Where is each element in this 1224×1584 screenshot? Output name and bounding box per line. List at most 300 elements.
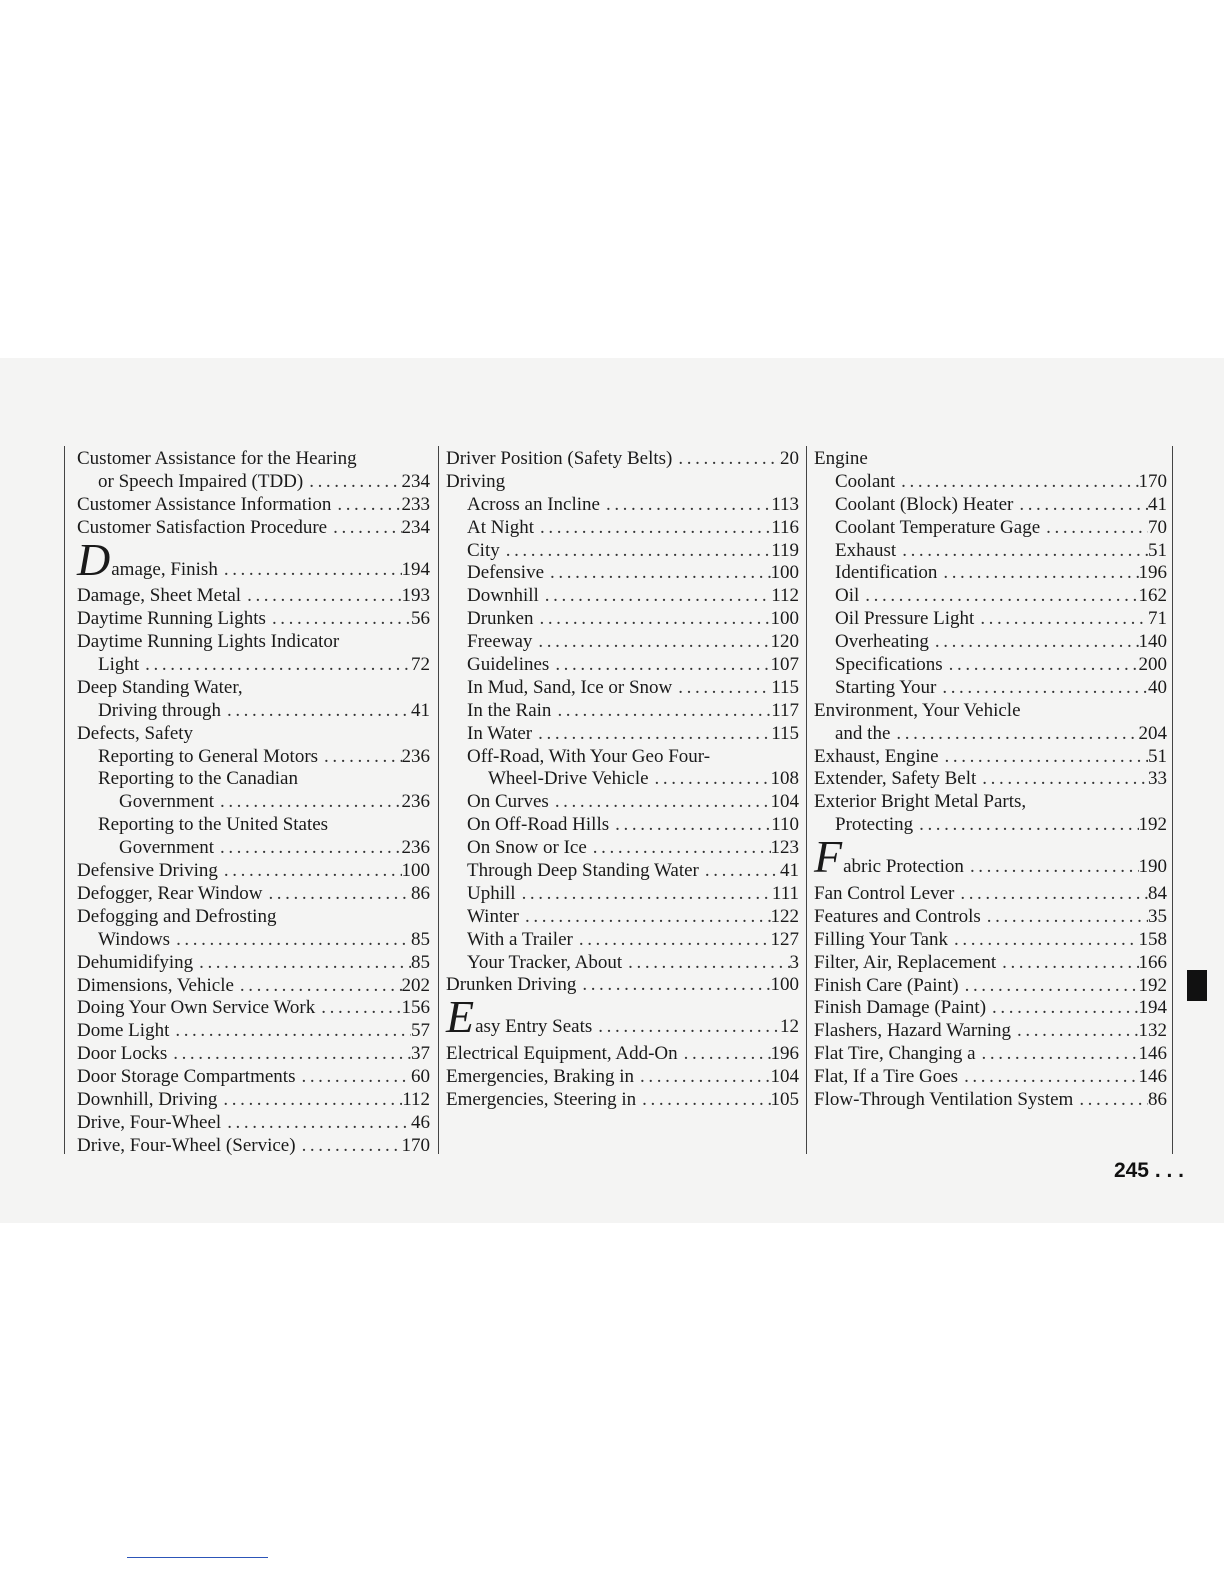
leader-dots [1011,1020,1138,1043]
index-entry [446,471,799,494]
index-entry [77,814,430,837]
index-entry [77,837,430,860]
leader-dots [895,471,1138,494]
entry-text: Protecting [835,814,914,836]
section-initial-letter: D [77,533,111,585]
entry-text: Emergencies, Steering in [446,1088,637,1110]
index-entry [446,883,799,906]
entry-text: Reporting to the Canadian [98,768,298,790]
bottom-divider [127,1557,268,1558]
leader-dots [214,837,402,860]
entry-page-number: 233 [401,493,430,515]
entry-text: Defensive Driving [77,860,218,882]
entry-page-number: 234 [401,470,430,492]
section-initial-letter: F [814,831,843,883]
entry-page-number: 72 [411,654,430,676]
leader-dots [500,540,771,563]
index-entry [77,906,430,929]
entry-text: Filling Your Tank [814,928,948,950]
leader-dots [516,883,772,906]
index-entry [814,517,1167,540]
entry-page-number: 192 [1138,974,1167,996]
leader-dots [519,906,771,929]
leader-dots [551,700,771,723]
leader-dots [890,723,1138,746]
index-entry [77,654,430,677]
index-entry [446,700,799,723]
entry-page-number: 236 [401,745,430,767]
leader-dots [678,1043,771,1066]
leader-dots [221,1112,411,1135]
leader-dots [937,562,1138,585]
entry-page-number: 120 [770,631,799,653]
leader-dots [315,997,401,1020]
index-entry [814,883,1167,906]
entry-page-number: 236 [401,791,430,813]
leader-dots [1073,1089,1148,1112]
entry-text: Specifications [835,654,943,676]
entry-page-number: 194 [1138,997,1167,1019]
leader-dots [262,883,411,906]
leader-dots [634,1066,770,1089]
leader-dots [672,448,780,471]
entry-text: Dehumidifying [77,951,194,973]
column-rule-middle-1 [438,446,439,1154]
entry-page-number: 119 [771,539,799,561]
index-entry [446,448,799,471]
index-entry [446,991,799,1043]
entry-text: Environment, Your Vehicle [814,699,1021,721]
entry-page-number: 56 [411,608,430,630]
index-entry [814,608,1167,631]
entry-text: Fan Control Lever [814,882,955,904]
leader-dots [1040,517,1148,540]
entry-page-number: 166 [1138,951,1167,973]
entry-text: Windows [98,928,171,950]
entry-page-number: 236 [401,837,430,859]
index-entry [77,1066,430,1089]
entry-page-number: 71 [1148,608,1167,630]
entry-page-number: 86 [1148,1088,1167,1110]
entry-page-number: 234 [401,516,430,538]
index-entry [446,814,799,837]
column-rule-middle-2 [806,446,807,1154]
entry-page-number: 33 [1148,768,1167,790]
entry-text: Daytime Running Lights [77,608,266,630]
index-entry [814,585,1167,608]
entry-page-number: 192 [1138,814,1167,836]
entry-text: Flat Tire, Changing a [814,1043,976,1065]
entry-page-number: 204 [1138,722,1167,744]
index-entry [814,562,1167,585]
entry-page-number: 170 [401,1134,430,1156]
entry-page-number: 41 [780,860,799,882]
index-entry [814,540,1167,563]
entry-text: Coolant [835,470,896,492]
entry-text: Electrical Equipment, Add-On [446,1043,678,1065]
index-entry [446,906,799,929]
leader-dots [549,791,771,814]
index-entry [77,1043,430,1066]
index-entry [814,700,1167,723]
entry-page-number: 104 [770,1066,799,1088]
leader-dots [318,746,401,769]
index-entry [446,540,799,563]
leader-dots [974,608,1148,631]
entry-text: Customer Assistance Information [77,493,332,515]
leader-dots [954,883,1148,906]
entry-text: Features and Controls [814,905,981,927]
index-entry [814,654,1167,677]
index-entry [446,837,799,860]
entry-text: Coolant Temperature Gage [835,516,1041,538]
entry-text: Filter, Air, Replacement [814,951,997,973]
index-entry [446,929,799,952]
leader-dots [943,654,1139,677]
entry-page-number: 100 [401,860,430,882]
entry-text: Damage, Sheet Metal [77,585,242,607]
index-entry [77,997,430,1020]
leader-dots [976,768,1148,791]
leader-dots [327,517,401,540]
entry-text: Flow-Through Ventilation System [814,1088,1074,1110]
entry-page-number: 193 [401,585,430,607]
leader-dots [331,494,401,517]
entry-page-number: 3 [789,951,799,973]
entry-text: amage, Finish [111,558,218,580]
entry-text: Defogging and Defrosting [77,905,277,927]
index-entry [814,814,1167,837]
entry-text: Customer Assistance for the Hearing [77,448,357,469]
index-entry [814,448,1167,471]
leader-dots [218,860,402,883]
index-entry [77,608,430,631]
leader-dots [549,654,770,677]
leader-dots [929,631,1139,654]
page-number: 245 . . . [1113,1159,1184,1182]
index-entry [77,975,430,998]
leader-dots [587,837,771,860]
leader-dots [649,768,771,791]
index-entry [446,608,799,631]
entry-text: Drunken [467,608,534,630]
entry-text: Government [119,791,214,813]
leader-dots [221,700,411,723]
leader-dots [986,997,1138,1020]
entry-text: Your Tracker, About [467,951,623,973]
index-entry [446,654,799,677]
index-entry [446,768,799,791]
entry-text: Oil Pressure Light [835,608,975,630]
leader-dots [532,723,771,746]
entry-text: Downhill, Driving [77,1088,218,1110]
index-entry [446,1066,799,1089]
index-entry [814,494,1167,517]
entry-text: On Curves [467,791,549,813]
index-column-3 [814,448,1167,1112]
entry-text: Oil [835,585,860,607]
leader-dots [948,929,1139,952]
entry-page-number: 132 [1138,1020,1167,1042]
index-entry [77,952,430,975]
index-entry [814,471,1167,494]
leader-dots [534,517,771,540]
leader-dots [532,631,770,654]
entry-text: Exterior Bright Metal Parts, [814,791,1027,813]
section-tab-marker [1187,970,1207,1001]
leader-dots [939,746,1148,769]
index-entry [77,585,430,608]
entry-text: Daytime Running Lights Indicator [77,631,340,653]
entry-text: Driving [446,470,506,492]
entry-text: Light [98,654,140,676]
entry-page-number: 84 [1148,882,1167,904]
entry-page-number: 146 [1138,1043,1167,1065]
entry-page-number: 117 [771,699,799,721]
leader-dots [859,585,1138,608]
leader-dots [295,1066,411,1089]
entry-page-number: 140 [1138,631,1167,653]
leader-dots [958,1066,1138,1089]
entry-page-number: 162 [1138,585,1167,607]
entry-text: Freeway [467,631,533,653]
entry-text: Through Deep Standing Water [467,860,699,882]
entry-page-number: 110 [771,814,799,836]
leader-dots [699,860,780,883]
entry-page-number: 41 [1148,493,1167,515]
index-entry [77,533,430,586]
leader-dots [296,1135,402,1158]
entry-page-number: 115 [771,722,799,744]
entry-text: asy Entry Seats [475,1016,593,1038]
entry-text: Emergencies, Braking in [446,1066,635,1088]
entry-page-number: 196 [1138,562,1167,584]
entry-text: Drunken Driving [446,974,577,996]
leader-dots [672,677,771,700]
leader-dots [981,906,1148,929]
entry-page-number: 111 [771,882,799,904]
entry-text: Door Storage Compartments [77,1066,296,1088]
section-initial-letter: E [446,991,475,1043]
index-entry [77,1089,430,1112]
entry-page-number: 12 [780,1016,799,1038]
entry-text: Finish Damage (Paint) [814,997,987,1019]
leader-dots [959,975,1139,998]
index-entry [77,471,430,494]
entry-text: Driver Position (Safety Belts) [446,448,673,469]
entry-text: or Speech Impaired (TDD) [98,470,304,492]
leader-dots [913,814,1138,837]
index-entry [77,1135,430,1158]
index-entry [77,631,430,654]
entry-text: Dimensions, Vehicle [77,974,234,996]
entry-text: On Snow or Ice [467,837,587,859]
index-entry [814,746,1167,769]
entry-text: Government [119,837,214,859]
index-entry [446,952,799,975]
index-entry [77,791,430,814]
entry-text: In Water [467,722,533,744]
index-entry [814,929,1167,952]
leader-dots [1013,494,1148,517]
index-entry [446,562,799,585]
leader-dots [266,608,411,631]
entry-page-number: 127 [770,928,799,950]
entry-text: Guidelines [467,654,550,676]
index-entry [446,723,799,746]
index-entry [77,883,430,906]
entry-page-number: 112 [402,1088,430,1110]
index-entry [77,677,430,700]
index-entry [77,494,430,517]
entry-text: Off-Road, With Your Geo Four- [467,745,711,767]
entry-page-number: 156 [401,997,430,1019]
leader-dots [533,608,770,631]
leader-dots [167,1043,411,1066]
leader-dots [976,1043,1139,1066]
leader-dots [622,952,789,975]
entry-page-number: 40 [1148,676,1167,698]
entry-page-number: 35 [1148,905,1167,927]
entry-text: Uphill [467,882,516,904]
leader-dots [636,1089,770,1112]
entry-page-number: 20 [780,448,799,469]
entry-text: Drive, Four-Wheel (Service) [77,1134,296,1156]
entry-page-number: 146 [1138,1066,1167,1088]
entry-page-number: 51 [1148,539,1167,561]
entry-page-number: 57 [411,1020,430,1042]
entry-page-number: 105 [770,1088,799,1110]
index-entry [446,517,799,540]
index-entry [814,1020,1167,1043]
entry-page-number: 85 [411,928,430,950]
leader-dots [139,654,411,677]
entry-text: Customer Satisfaction Procedure [77,516,328,538]
leader-dots [169,1020,411,1043]
entry-text: Flat, If a Tire Goes [814,1066,959,1088]
entry-text: Identification [835,562,938,584]
leader-dots [996,952,1138,975]
index-entry [77,1020,430,1043]
index-entry [446,631,799,654]
index-entry [77,768,430,791]
entry-page-number: 46 [411,1111,430,1133]
leader-dots [234,975,402,998]
index-entry [814,791,1167,814]
index-entry [814,975,1167,998]
entry-text: Engine [814,448,868,469]
index-entry [77,1112,430,1135]
entry-page-number: 107 [770,654,799,676]
entry-page-number: 123 [770,837,799,859]
entry-text: Driving through [98,699,221,721]
index-entry [814,906,1167,929]
index-entry [814,1089,1167,1112]
entry-page-number: 190 [1138,856,1167,878]
entry-page-number: 70 [1148,516,1167,538]
index-entry [77,448,430,471]
entry-text: Coolant (Block) Heater [835,493,1014,515]
leader-dots [170,929,411,952]
index-entry [446,974,799,997]
entry-page-number: 115 [771,676,799,698]
entry-text: Door Locks [77,1043,168,1065]
entry-page-number: 51 [1148,745,1167,767]
entry-page-number: 194 [401,558,430,580]
entry-text: City [467,539,500,561]
entry-page-number: 100 [770,608,799,630]
index-entry [446,1089,799,1112]
entry-text: and the [835,722,891,744]
entry-page-number: 116 [771,516,799,538]
index-entry [814,768,1167,791]
entry-text: Drive, Four-Wheel [77,1111,222,1133]
entry-text: Defensive [467,562,545,584]
entry-page-number: 60 [411,1066,430,1088]
leader-dots [303,471,401,494]
leader-dots [609,814,771,837]
entry-text: With a Trailer [467,928,573,950]
entry-text: Flashers, Hazard Warning [814,1020,1012,1042]
index-entry [814,831,1167,883]
index-column-2 [446,448,799,1112]
entry-page-number: 200 [1138,654,1167,676]
entry-page-number: 113 [771,493,799,515]
leader-dots [241,585,401,608]
entry-text: Defects, Safety [77,722,194,744]
entry-text: Winter [467,905,519,927]
entry-page-number: 170 [1138,470,1167,492]
entry-page-number: 85 [411,951,430,973]
entry-page-number: 196 [770,1043,799,1065]
leader-dots [193,952,411,975]
entry-page-number: 100 [770,562,799,584]
entry-page-number: 158 [1138,928,1167,950]
entry-text: In the Rain [467,699,552,721]
entry-text: Defogger, Rear Window [77,882,263,904]
index-entry [77,746,430,769]
leader-dots [600,494,771,517]
index-entry [446,494,799,517]
index-entry [814,1043,1167,1066]
entry-text: On Off-Road Hills [467,814,610,836]
entry-page-number: 202 [401,974,430,996]
entry-text: Doing Your Own Service Work [77,997,316,1019]
entry-text: Finish Care (Paint) [814,974,959,996]
entry-text: Across an Incline [467,493,600,515]
leader-dots [896,540,1148,563]
index-column-1 [77,448,430,1158]
index-entry [446,860,799,883]
index-entry [814,723,1167,746]
index-entry [77,700,430,723]
entry-text: Overheating [835,631,929,653]
index-entry [814,677,1167,700]
leader-dots [544,562,770,585]
entry-page-number: 104 [770,791,799,813]
index-entry [446,677,799,700]
index-entry [77,929,430,952]
entry-text: In Mud, Sand, Ice or Snow [467,676,673,698]
entry-page-number: 100 [770,974,799,996]
index-entry [77,517,430,540]
leader-dots [217,1089,402,1112]
entry-text: Wheel-Drive Vehicle [488,768,649,790]
leader-dots [573,929,771,952]
leader-dots [214,791,402,814]
entry-text: Reporting to the United States [98,814,329,836]
entry-page-number: 41 [411,699,430,721]
